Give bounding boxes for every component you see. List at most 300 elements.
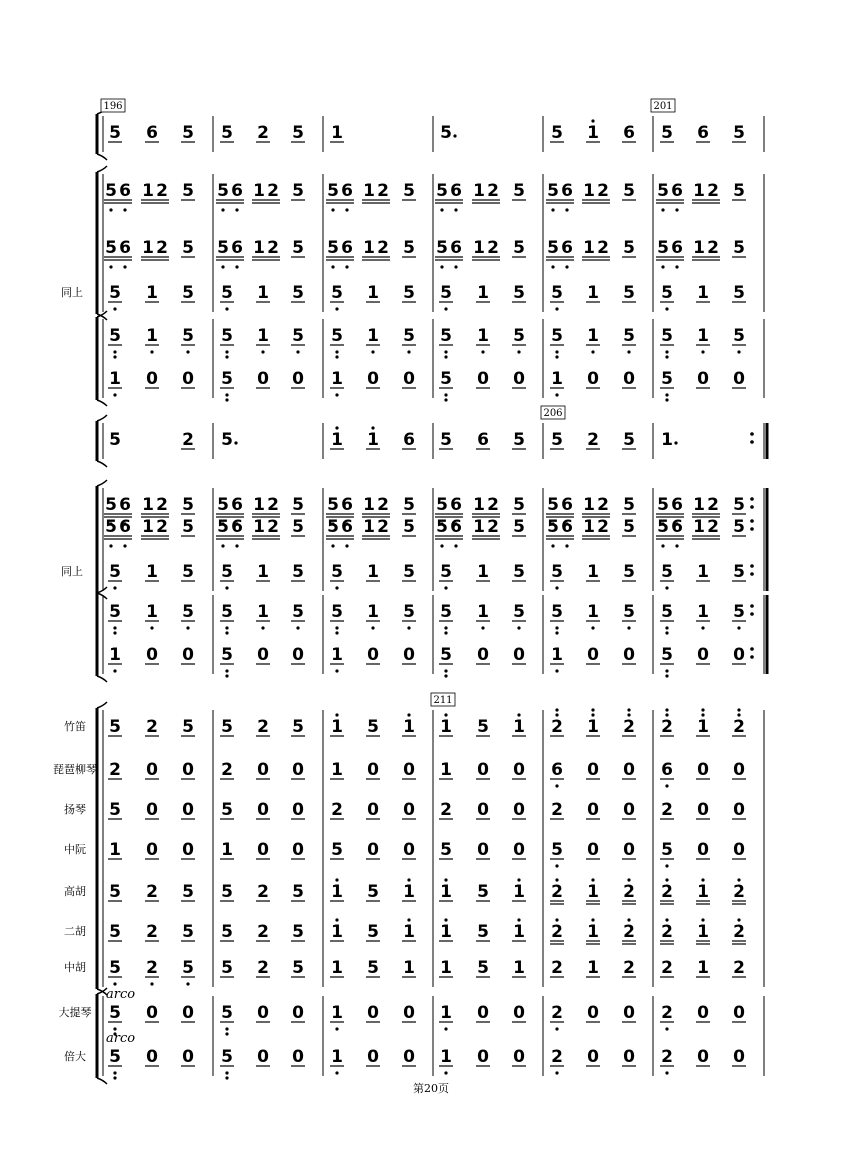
note-digit: 5 bbox=[440, 602, 452, 622]
low-octave-dot bbox=[555, 307, 558, 310]
note-digit: 2 bbox=[487, 495, 499, 515]
note-digit: 6 bbox=[231, 517, 243, 537]
note-digit: 6 bbox=[146, 123, 158, 143]
low-octave-dot bbox=[113, 631, 116, 634]
low-octave-dot bbox=[665, 626, 668, 629]
note-digit: 1 bbox=[367, 326, 379, 346]
note-digit: 5 bbox=[551, 123, 563, 143]
note-digit: 5 bbox=[221, 123, 233, 143]
note-digit: 5 bbox=[331, 326, 343, 346]
note-digit: 1 bbox=[253, 181, 265, 201]
note-digit: 2 bbox=[257, 882, 269, 902]
low-octave-dot bbox=[444, 631, 447, 634]
note-digit: 5 bbox=[182, 326, 194, 346]
note-digit: 0 bbox=[403, 1003, 415, 1023]
note-digit: 5 bbox=[733, 123, 745, 143]
low-octave-dot bbox=[221, 544, 224, 547]
low-octave-dot bbox=[407, 350, 410, 353]
note-digit: 2 bbox=[377, 238, 389, 258]
high-octave-dot bbox=[371, 426, 374, 429]
note-digit: 1 bbox=[513, 922, 525, 942]
note-digit: 1 bbox=[697, 283, 709, 303]
augmentation-dot bbox=[674, 441, 677, 444]
note-digit: 1 bbox=[583, 495, 595, 515]
note-digit: 6 bbox=[119, 238, 131, 258]
low-octave-dot bbox=[109, 544, 112, 547]
note-digit: 2 bbox=[146, 717, 158, 737]
note-digit: 0 bbox=[623, 1003, 635, 1023]
note-digit: 0 bbox=[477, 645, 489, 665]
note-digit: 1 bbox=[587, 562, 599, 582]
low-octave-dot bbox=[555, 669, 558, 672]
note-digit: 5 bbox=[109, 283, 121, 303]
note-digit: 5 bbox=[733, 283, 745, 303]
note-digit: 1 bbox=[331, 882, 343, 902]
note-digit: 5 bbox=[623, 495, 635, 515]
note-digit: 5 bbox=[513, 181, 525, 201]
high-octave-dot bbox=[444, 918, 447, 921]
note-digit: 5 bbox=[221, 602, 233, 622]
note-digit: 0 bbox=[513, 645, 525, 665]
note-digit: 2 bbox=[267, 238, 279, 258]
instrument-label: 扬琴 bbox=[64, 803, 86, 816]
note-digit: 5 bbox=[292, 238, 304, 258]
high-octave-dot bbox=[517, 713, 520, 716]
note-digit: 0 bbox=[477, 369, 489, 389]
note-digit: 1 bbox=[513, 958, 525, 978]
low-octave-dot bbox=[186, 982, 189, 985]
note-digit: 2 bbox=[156, 181, 168, 201]
note-digit: 5 bbox=[477, 717, 489, 737]
low-octave-dot bbox=[225, 674, 228, 677]
note-digit: 1 bbox=[257, 602, 269, 622]
note-digit: 2 bbox=[182, 430, 194, 450]
note-digit: 5 bbox=[551, 326, 563, 346]
note-digit: 5 bbox=[551, 602, 563, 622]
low-octave-dot bbox=[345, 265, 348, 268]
note-digit: 2 bbox=[551, 717, 563, 737]
note-digit: 1 bbox=[367, 430, 379, 450]
note-digit: 5 bbox=[217, 238, 229, 258]
low-octave-dot bbox=[555, 784, 558, 787]
low-octave-dot bbox=[665, 864, 668, 867]
note-digit: 0 bbox=[587, 645, 599, 665]
note-digit: 5 bbox=[327, 181, 339, 201]
note-digit: 2 bbox=[661, 1047, 673, 1067]
low-octave-dot bbox=[444, 669, 447, 672]
high-octave-dot bbox=[737, 708, 740, 711]
high-octave-dot bbox=[591, 708, 594, 711]
note-digit: 1 bbox=[331, 717, 343, 737]
low-octave-dot bbox=[225, 393, 228, 396]
note-digit: 0 bbox=[513, 1047, 525, 1067]
note-digit: 5 bbox=[547, 495, 559, 515]
low-octave-dot bbox=[225, 626, 228, 629]
note-digit: 6 bbox=[561, 181, 573, 201]
note-digit: 5 bbox=[105, 238, 117, 258]
low-octave-dot bbox=[109, 265, 112, 268]
note-digit: 2 bbox=[623, 922, 635, 942]
low-octave-dot bbox=[555, 631, 558, 634]
note-digit: 6 bbox=[561, 517, 573, 537]
note-digit: 5 bbox=[440, 840, 452, 860]
low-octave-dot bbox=[440, 208, 443, 211]
note-digit: 1 bbox=[693, 495, 705, 515]
note-digit: 1 bbox=[142, 517, 154, 537]
note-digit: 5 bbox=[436, 495, 448, 515]
note-digit: 2 bbox=[440, 800, 452, 820]
note-digit: 5 bbox=[182, 238, 194, 258]
note-digit: 5 bbox=[661, 602, 673, 622]
note-digit: 1 bbox=[697, 326, 709, 346]
low-octave-dot bbox=[335, 1027, 338, 1030]
note-digit: 5 bbox=[551, 840, 563, 860]
note-digit: 0 bbox=[146, 840, 158, 860]
note-digit: 6 bbox=[231, 238, 243, 258]
note-digit: 0 bbox=[403, 1047, 415, 1067]
low-octave-dot bbox=[661, 265, 664, 268]
note-digit: 5 bbox=[661, 326, 673, 346]
note-digit: 5 bbox=[440, 369, 452, 389]
note-digit: 2 bbox=[331, 800, 343, 820]
note-digit: 0 bbox=[367, 1003, 379, 1023]
note-digit: 5 bbox=[221, 882, 233, 902]
low-octave-dot bbox=[665, 307, 668, 310]
note-digit: 1 bbox=[331, 430, 343, 450]
note-digit: 5 bbox=[657, 495, 669, 515]
high-octave-dot bbox=[555, 713, 558, 716]
note-digit: 1 bbox=[363, 238, 375, 258]
note-digit: 1 bbox=[587, 717, 599, 737]
note-digit: 1 bbox=[253, 495, 265, 515]
note-digit: 1 bbox=[257, 562, 269, 582]
low-octave-dot bbox=[225, 1071, 228, 1074]
note-digit: 5 bbox=[292, 602, 304, 622]
low-octave-dot bbox=[150, 626, 153, 629]
high-octave-dot bbox=[517, 918, 520, 921]
note-digit: 5 bbox=[292, 326, 304, 346]
note-digit: 1 bbox=[477, 562, 489, 582]
note-digit: 1 bbox=[697, 958, 709, 978]
note-digit: 1 bbox=[661, 430, 673, 450]
low-octave-dot bbox=[665, 674, 668, 677]
low-octave-dot bbox=[444, 355, 447, 358]
note-digit: 0 bbox=[623, 800, 635, 820]
note-digit: 0 bbox=[697, 369, 709, 389]
note-digit: 1 bbox=[403, 922, 415, 942]
note-digit: 0 bbox=[587, 800, 599, 820]
note-digit: 2 bbox=[267, 517, 279, 537]
note-digit: 5 bbox=[513, 602, 525, 622]
low-octave-dot bbox=[225, 631, 228, 634]
note-digit: 1 bbox=[587, 326, 599, 346]
note-digit: 2 bbox=[661, 882, 673, 902]
note-digit: 2 bbox=[146, 882, 158, 902]
low-octave-dot bbox=[113, 586, 116, 589]
low-octave-dot bbox=[665, 393, 668, 396]
measure-number: 196 bbox=[103, 101, 123, 112]
low-octave-dot bbox=[517, 626, 520, 629]
note-digit: 5 bbox=[477, 958, 489, 978]
low-octave-dot bbox=[551, 208, 554, 211]
note-digit: 5 bbox=[657, 238, 669, 258]
low-octave-dot bbox=[296, 626, 299, 629]
note-digit: 0 bbox=[403, 645, 415, 665]
note-digit: 1 bbox=[221, 840, 233, 860]
note-digit: 1 bbox=[697, 882, 709, 902]
high-octave-dot bbox=[335, 878, 338, 881]
high-octave-dot bbox=[555, 918, 558, 921]
low-octave-dot bbox=[444, 350, 447, 353]
low-octave-dot bbox=[113, 307, 116, 310]
note-digit: 5 bbox=[367, 958, 379, 978]
low-octave-dot bbox=[454, 544, 457, 547]
repeat-dot bbox=[750, 655, 754, 659]
note-digit: 5 bbox=[221, 326, 233, 346]
note-digit: 1 bbox=[551, 645, 563, 665]
note-digit: 0 bbox=[257, 645, 269, 665]
note-digit: 5 bbox=[436, 517, 448, 537]
note-digit: 1 bbox=[331, 645, 343, 665]
note-digit: 1 bbox=[583, 517, 595, 537]
note-digit: 5 bbox=[733, 238, 745, 258]
note-digit: 6 bbox=[119, 517, 131, 537]
note-digit: 2 bbox=[267, 495, 279, 515]
note-digit: 1 bbox=[440, 1047, 452, 1067]
note-digit: 5 bbox=[436, 181, 448, 201]
note-digit: 5 bbox=[440, 123, 452, 143]
instrument-label: 中阮 bbox=[64, 843, 86, 856]
bracket-hook bbox=[97, 166, 107, 172]
low-octave-dot bbox=[444, 626, 447, 629]
note-digit: 1 bbox=[697, 602, 709, 622]
high-octave-dot bbox=[737, 918, 740, 921]
note-digit: 1 bbox=[440, 882, 452, 902]
low-octave-dot bbox=[555, 1071, 558, 1074]
note-digit: 1 bbox=[697, 922, 709, 942]
note-digit: 5 bbox=[182, 495, 194, 515]
note-digit: 1 bbox=[109, 645, 121, 665]
note-digit: 1 bbox=[253, 517, 265, 537]
note-digit: 5 bbox=[182, 123, 194, 143]
note-digit: 0 bbox=[182, 1047, 194, 1067]
note-digit: 5 bbox=[182, 602, 194, 622]
note-digit: 5 bbox=[331, 840, 343, 860]
note-digit: 0 bbox=[477, 1047, 489, 1067]
note-digit: 6 bbox=[697, 123, 709, 143]
note-digit: 2 bbox=[257, 123, 269, 143]
note-digit: 5 bbox=[292, 517, 304, 537]
note-digit: 5 bbox=[440, 283, 452, 303]
low-octave-dot bbox=[444, 1027, 447, 1030]
repeat-dot bbox=[750, 519, 754, 523]
high-octave-dot bbox=[665, 878, 668, 881]
note-digit: 5 bbox=[623, 326, 635, 346]
note-digit: 5 bbox=[109, 922, 121, 942]
note-digit: 5 bbox=[551, 430, 563, 450]
instrument-label: 琵琶柳琴 bbox=[53, 763, 97, 776]
note-digit: 0 bbox=[146, 760, 158, 780]
note-digit: 5 bbox=[657, 181, 669, 201]
note-digit: 0 bbox=[623, 1047, 635, 1067]
low-octave-dot bbox=[113, 393, 116, 396]
note-digit: 0 bbox=[733, 1003, 745, 1023]
note-digit: 1 bbox=[146, 283, 158, 303]
note-digit: 1 bbox=[363, 181, 375, 201]
low-octave-dot bbox=[737, 350, 740, 353]
note-digit: 0 bbox=[697, 1047, 709, 1067]
note-digit: 0 bbox=[182, 645, 194, 665]
low-octave-dot bbox=[113, 669, 116, 672]
low-octave-dot bbox=[627, 626, 630, 629]
note-digit: 5 bbox=[182, 958, 194, 978]
high-octave-dot bbox=[627, 918, 630, 921]
note-digit: 2 bbox=[733, 958, 745, 978]
note-digit: 5 bbox=[661, 369, 673, 389]
low-octave-dot bbox=[555, 626, 558, 629]
note-digit: 6 bbox=[671, 181, 683, 201]
note-digit: 2 bbox=[257, 717, 269, 737]
low-octave-dot bbox=[565, 544, 568, 547]
note-digit: 2 bbox=[487, 181, 499, 201]
low-octave-dot bbox=[565, 265, 568, 268]
note-digit: 2 bbox=[156, 495, 168, 515]
note-digit: 5 bbox=[182, 517, 194, 537]
note-digit: 1 bbox=[440, 922, 452, 942]
note-digit: 2 bbox=[221, 760, 233, 780]
low-octave-dot bbox=[109, 208, 112, 211]
note-digit: 5 bbox=[292, 958, 304, 978]
note-digit: 1 bbox=[146, 562, 158, 582]
note-digit: 5 bbox=[105, 181, 117, 201]
note-digit: 6 bbox=[341, 517, 353, 537]
note-digit: 0 bbox=[733, 645, 745, 665]
note-digit: 5 bbox=[403, 602, 415, 622]
note-digit: 5 bbox=[292, 123, 304, 143]
note-digit: 6 bbox=[671, 238, 683, 258]
instrument-label: 大提琴 bbox=[58, 1006, 92, 1019]
note-digit: 0 bbox=[292, 760, 304, 780]
high-octave-dot bbox=[335, 426, 338, 429]
note-digit: 1 bbox=[473, 517, 485, 537]
note-digit: 1 bbox=[587, 602, 599, 622]
repeat-dot bbox=[750, 612, 754, 616]
low-octave-dot bbox=[481, 626, 484, 629]
low-octave-dot bbox=[444, 1071, 447, 1074]
note-digit: 0 bbox=[587, 369, 599, 389]
note-digit: 1 bbox=[331, 123, 343, 143]
note-digit: 5 bbox=[513, 517, 525, 537]
note-digit: 0 bbox=[257, 800, 269, 820]
note-digit: 1 bbox=[587, 283, 599, 303]
note-digit: 5 bbox=[657, 517, 669, 537]
note-digit: 1 bbox=[440, 1003, 452, 1023]
low-octave-dot bbox=[296, 350, 299, 353]
repeat-dot bbox=[750, 505, 754, 509]
note-digit: 0 bbox=[292, 800, 304, 820]
high-octave-dot bbox=[555, 708, 558, 711]
low-octave-dot bbox=[555, 864, 558, 867]
low-octave-dot bbox=[225, 398, 228, 401]
note-digit: 5 bbox=[105, 517, 117, 537]
note-digit: 6 bbox=[450, 517, 462, 537]
note-digit: 5 bbox=[217, 495, 229, 515]
note-digit: 0 bbox=[292, 1003, 304, 1023]
note-digit: 5 bbox=[477, 882, 489, 902]
note-digit: 5 bbox=[292, 922, 304, 942]
low-octave-dot bbox=[113, 982, 116, 985]
note-digit: 0 bbox=[257, 369, 269, 389]
high-octave-dot bbox=[701, 878, 704, 881]
note-digit: 5 bbox=[733, 181, 745, 201]
note-digit: 1 bbox=[587, 922, 599, 942]
low-octave-dot bbox=[665, 631, 668, 634]
note-digit: 2 bbox=[733, 882, 745, 902]
low-octave-dot bbox=[225, 586, 228, 589]
high-octave-dot bbox=[701, 918, 704, 921]
low-octave-dot bbox=[345, 208, 348, 211]
note-digit: 0 bbox=[367, 840, 379, 860]
note-digit: 2 bbox=[146, 958, 158, 978]
instrument-label: 高胡 bbox=[64, 885, 86, 898]
note-digit: 5 bbox=[733, 562, 745, 582]
low-octave-dot bbox=[555, 355, 558, 358]
note-digit: 0 bbox=[733, 800, 745, 820]
note-digit: 1 bbox=[697, 562, 709, 582]
note-digit: 1 bbox=[331, 1047, 343, 1067]
note-digit: 1 bbox=[693, 181, 705, 201]
instrument-label: 中胡 bbox=[64, 961, 86, 974]
low-octave-dot bbox=[123, 544, 126, 547]
low-octave-dot bbox=[225, 350, 228, 353]
low-octave-dot bbox=[665, 669, 668, 672]
note-digit: 1 bbox=[367, 602, 379, 622]
note-digit: 0 bbox=[697, 800, 709, 820]
low-octave-dot bbox=[665, 1027, 668, 1030]
note-digit: 2 bbox=[267, 181, 279, 201]
note-digit: 5 bbox=[292, 717, 304, 737]
note-digit: 5 bbox=[221, 922, 233, 942]
low-octave-dot bbox=[335, 631, 338, 634]
low-octave-dot bbox=[444, 586, 447, 589]
note-digit: 5 bbox=[182, 717, 194, 737]
high-octave-dot bbox=[627, 713, 630, 716]
note-digit: 6 bbox=[231, 495, 243, 515]
note-digit: 1 bbox=[109, 369, 121, 389]
low-octave-dot bbox=[186, 626, 189, 629]
note-digit: 0 bbox=[367, 369, 379, 389]
note-digit: 5 bbox=[292, 181, 304, 201]
high-octave-dot bbox=[407, 713, 410, 716]
high-octave-dot bbox=[335, 713, 338, 716]
note-digit: 0 bbox=[403, 369, 415, 389]
low-octave-dot bbox=[235, 265, 238, 268]
low-octave-dot bbox=[440, 265, 443, 268]
note-digit: 1 bbox=[331, 369, 343, 389]
note-digit: 0 bbox=[587, 840, 599, 860]
note-digit: 6 bbox=[450, 238, 462, 258]
low-octave-dot bbox=[444, 674, 447, 677]
note-digit: 2 bbox=[707, 181, 719, 201]
note-digit: 2 bbox=[156, 238, 168, 258]
low-octave-dot bbox=[113, 1071, 116, 1074]
note-digit: 5 bbox=[477, 922, 489, 942]
note-digit: 1 bbox=[367, 562, 379, 582]
low-octave-dot bbox=[225, 355, 228, 358]
low-octave-dot bbox=[454, 208, 457, 211]
note-digit: 5 bbox=[513, 326, 525, 346]
low-octave-dot bbox=[113, 350, 116, 353]
